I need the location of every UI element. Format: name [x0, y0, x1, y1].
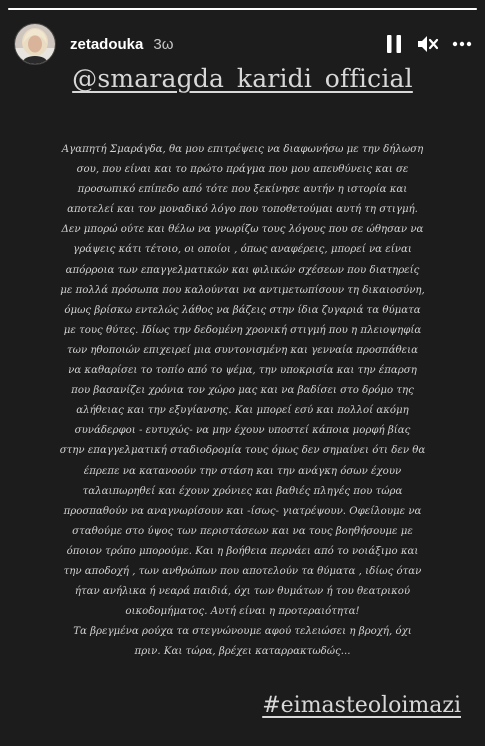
avatar-image [15, 24, 55, 64]
pause-button[interactable] [383, 33, 405, 55]
pause-icon [386, 34, 402, 54]
story-progress-bar [8, 8, 477, 10]
more-options-button[interactable] [451, 33, 473, 55]
hashtag-tag[interactable]: #eimasteoloimazi [262, 693, 461, 718]
story-header [14, 22, 473, 66]
mute-icon [417, 34, 439, 54]
username[interactable]: zetadouka [70, 35, 144, 53]
avatar[interactable] [14, 23, 56, 65]
story-body-text: Αγαπητή Σμαράγδα, θα μου επιτρέψεις να διαφωνήσω με την δήλωση σου, που είναι και το πρώτο πράγμα που μου απευθύνεις και σε προσωπικό επίπεδο από τότε που ξεκίνησε αυτήν η ιστορία και αποτελεί και τον μοναδικό λόγο που τοποθετούμαι αυτή τη στιγμή. Δεν μπορώ ούτε και θέλω να γνωρίζω τους λόγους που σε ώθησαν να γράψεις κάτι τέτοιο, οι οποίοι , όπως αναφέρεις, μπορεί να είναι απόρροια των επαγγελματικών και φιλικών σχέσεων που διατηρείς με πολλά πρόσωπα που καλούνται να αντιμετωπίσουν τη δικαιοσύνη, όμως βρίσκω εντελώς λάθος να βάζεις στην ίδια ζυγαριά τα θύματα με τους θύτες. Ιδίως την δεδομένη χρονική στιγμή που η πλειοψηφία των ηθοποιών επιχειρεί μια συντονισμένη και γενναία προσπάθεια να καθαρίσει το τοπίο από το ψέμα, την υποκρισία και την έπαρση που βασανίζει χρόνια τον χώρο μας και να βαδίσει στο δρόμο της αλήθειας και την εξυγίανσης. Και μπορεί εσύ και πολλοί ακόμη συνάδερφοι - ευτυχώς- να μην έχουν υποστεί κάποια μορφή βίας στην επαγγελματική σταδιοδρομία τους όμως δεν σημαίνει ότι δεν θα έπρεπε να κατανοούν την στάση και την ανάγκη όσων έχουν ταλαιπωρηθεί και έχουν χρόνιες και βαθιές πληγές που τώρα προσπαθούν να αναγνωρίσουν και -ίσως- γιατρέψουν. Οφείλουμε να σταθούμε στο ύψος των περιστάσεων και να τους βοηθήσουμε με όποιον τρόπο μπορούμε. Και η βοήθεια περνάει από το νοιάξιμο και την αποδοχή , των ανθρώπων που αποτελούν τα θύματα , ιδίως όταν ήταν ανήλικα ή νεαρά παιδιά, όχι των θυμάτων ή του θεατρικού οικοδομήματος. Αυτή είναι η προτεραιότητα! Τα βρεγμένα ρούχα τα στεγνώνουμε αφού τελειώσει η βροχή, όχι πριν. Και τώρα, βρέχει καταρρακτωδώς... [59, 144, 426, 658]
more-icon [452, 41, 472, 47]
story-progress-fill [8, 8, 477, 10]
mute-button[interactable] [417, 33, 439, 55]
mention-tag[interactable]: @smaragda_karidi_official [72, 64, 413, 93]
post-time: 3ω [153, 35, 174, 53]
